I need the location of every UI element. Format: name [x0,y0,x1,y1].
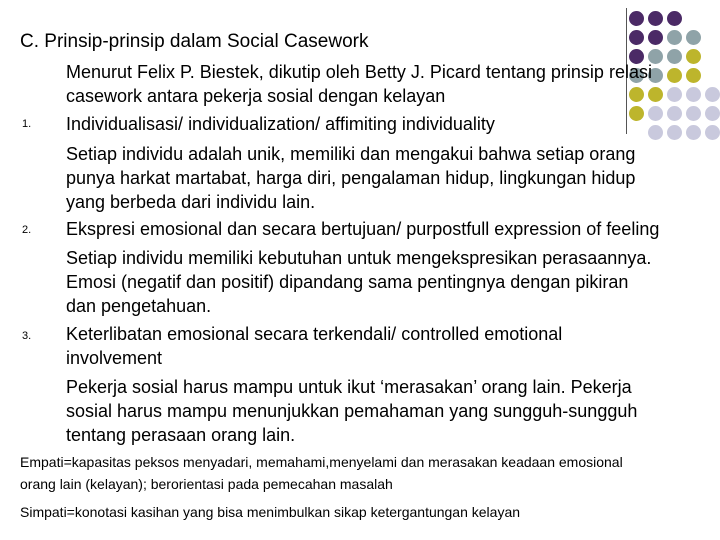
decorative-dot [648,125,663,140]
decorative-dot [667,68,682,83]
item-title: Keterlibatan emosional secara terkendali/ controlled emotional [66,324,563,344]
decorative-dot [686,87,701,102]
decorative-dot [629,106,644,121]
decorative-dot [648,106,663,121]
decorative-dot [667,125,682,140]
item-title: Individualisasi/ individualization/ affimiting individuality [66,114,495,134]
intro-line: casework antara pekerja sosial dengan kelayan [66,86,446,106]
item-title: Ekspresi emosional dan secara bertujuan/ purpostfull expression of feeling [66,219,660,239]
decorative-dot [705,106,720,121]
item-description-line: sosial harus mampu menunjukkan pemahaman yang sungguh-sungguh [66,401,638,421]
item-description-line: tentang perasaan orang lain. [66,425,296,445]
item-description-line: Emosi (negatif dan positif) dipandang sama pentingnya dengan pikiran [66,272,629,292]
decorative-dot [686,106,701,121]
item-number: 1. [22,118,32,130]
empati-note-line: Empati=kapasitas peksos menyadari, memahami,menyelami dan merasakan keadaan emosional [20,454,623,470]
item-description-line: yang berbeda dari individu lain. [66,192,316,212]
item-description-line: Setiap individu adalah unik, memiliki dan mengakui bahwa setiap orang [66,144,636,164]
empati-note-line: orang lain (kelayan); berorientasi pada pemecahan masalah [20,476,393,492]
item-description-line: dan pengetahuan. [66,296,212,316]
decorative-dot [648,30,663,45]
item-description-line: Setiap individu memiliki kebutuhan untuk mengekspresikan perasaannya. [66,248,652,268]
decorative-dot [705,125,720,140]
item-title: involvement [66,348,163,368]
decorative-dot [648,11,663,26]
item-description-line: punya harkat martabat, harga diri, pengalaman hidup, lingkungan hidup [66,168,636,188]
decorative-dot [686,125,701,140]
decorative-dot [686,49,701,64]
decorative-dot [686,30,701,45]
decorative-dot [629,30,644,45]
decorative-dot [667,30,682,45]
slide-heading: C. Prinsip-prinsip dalam Social Casework [20,31,369,52]
decorative-dot [629,11,644,26]
decorative-dot [667,106,682,121]
simpati-note: Simpati=konotasi kasihan yang bisa menimbulkan sikap ketergantungan kelayan [20,504,521,520]
item-number: 2. [22,224,32,236]
decorative-dot [648,87,663,102]
intro-line: Menurut Felix P. Biestek, dikutip oleh Betty J. Picard tentang prinsip relasi [66,62,652,82]
decorative-dot [667,49,682,64]
decorative-dot [667,11,682,26]
item-description-line: Pekerja sosial harus mampu untuk ikut ‘merasakan’ orang lain. Pekerja [66,377,632,397]
decorative-dot [667,87,682,102]
decorative-dot [629,87,644,102]
decorative-dot [705,87,720,102]
decorative-dot [686,68,701,83]
item-number: 3. [22,330,32,342]
